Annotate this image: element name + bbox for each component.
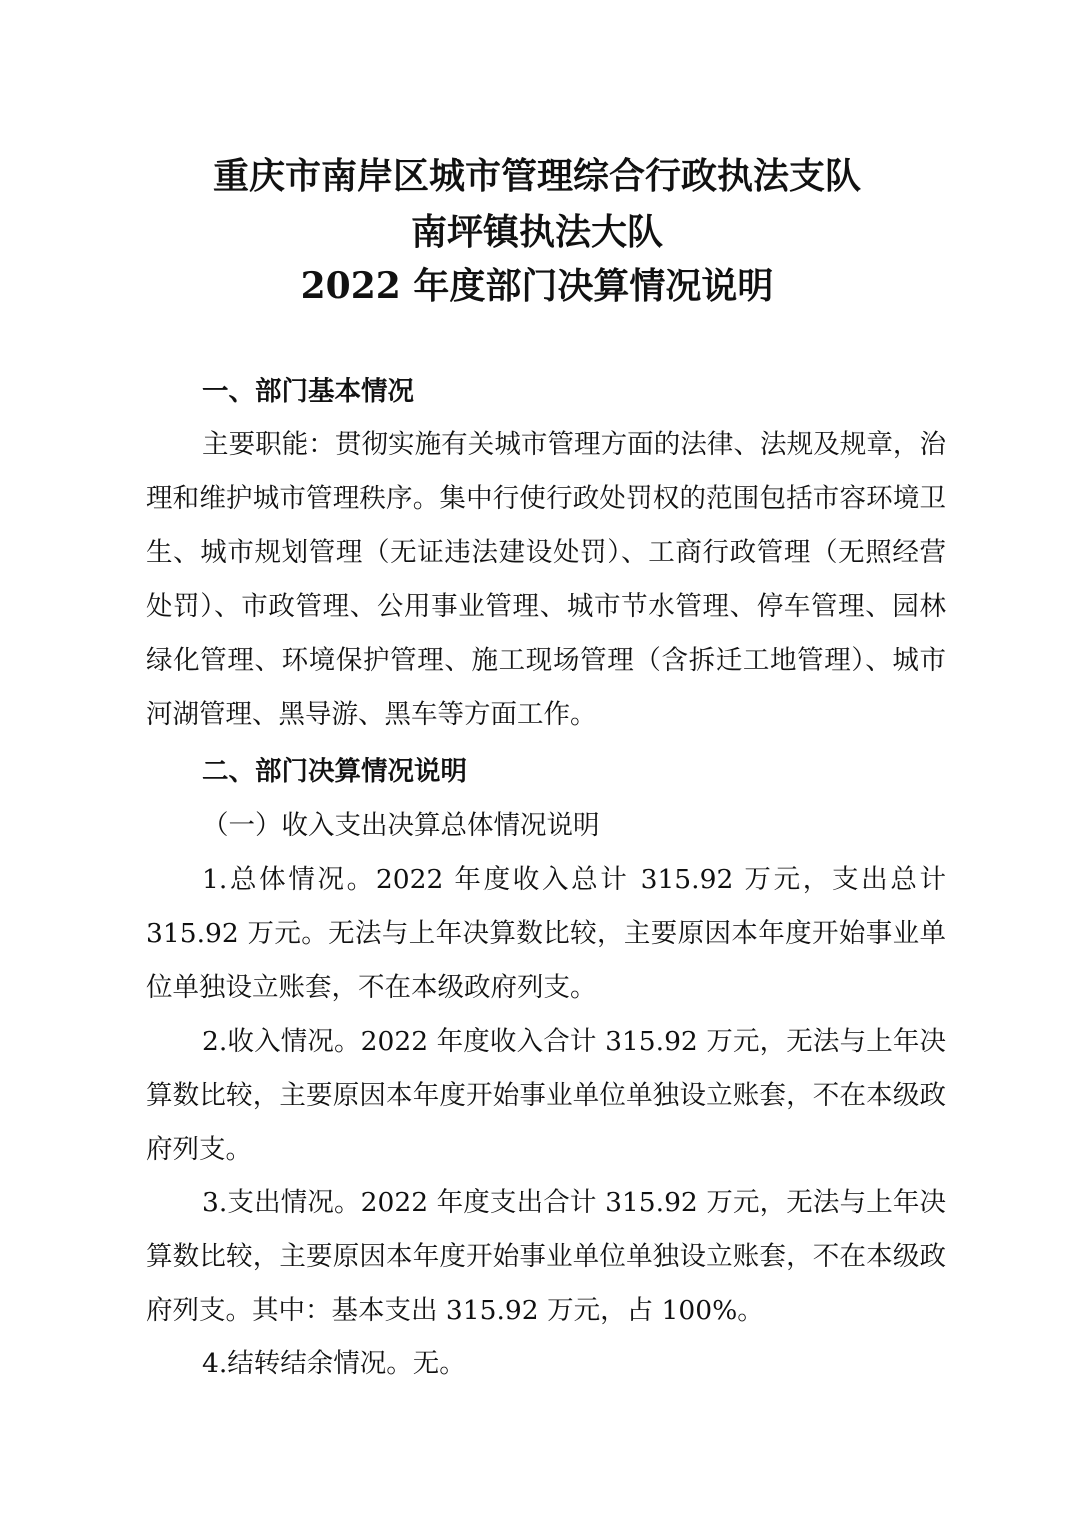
document-title-line3: 2022 年度部门决算情况说明 <box>300 265 774 307</box>
document-title-line1: 重庆市南岸区城市管理综合行政执法支队 <box>212 155 861 197</box>
section1-heading: 一、部门基本情况 <box>202 376 414 407</box>
paragraph-income: 2.收入情况。2022 年度收入合计 315.92 万元，无法与上年决算数比较，主要原因本年度开始事业单位单独设立账套，不在本级政府列支。 <box>146 1026 946 1165</box>
subsection1-heading: （一）收入支出决算总体情况说明 <box>202 810 600 841</box>
paragraph-carryover: 4.结转结余情况。无。 <box>202 1348 466 1379</box>
document-title-line2: 南坪镇执法大队 <box>410 211 663 253</box>
paragraph-overall: 1.总体情况。2022 年度收入总计 315.92 万元，支出总计 315.92 万元。无法与上年决算数比较，主要原因本年度开始事业单位单独设立账套，不在本级政府列支。 <box>146 864 946 1003</box>
section2-heading: 二、部门决算情况说明 <box>202 756 467 787</box>
section1-body: 主要职能：贯彻实施有关城市管理方面的法律、法规及规章，治理和维护城市管理秩序。集中行使行政处罚权的范围包括市容环境卫生、城市规划管理（无证违法建设处罚）、工商行政管理（无照经营处罚）、市政管理、公用事业管理、城市节水管理、停车管理、园林绿化管理、环境保护管理、施工现场管理（含拆迁工地管理）、城市河湖管理、黑导游、黑车等方面工作。 <box>146 429 946 730</box>
paragraph-expenditure: 3.支出情况。2022 年度支出合计 315.92 万元，无法与上年决算数比较，主要原因本年度开始事业单位单独设立账套，不在本级政府列支。其中：基本支出 315.92 万元，占 100%。 <box>146 1187 946 1326</box>
